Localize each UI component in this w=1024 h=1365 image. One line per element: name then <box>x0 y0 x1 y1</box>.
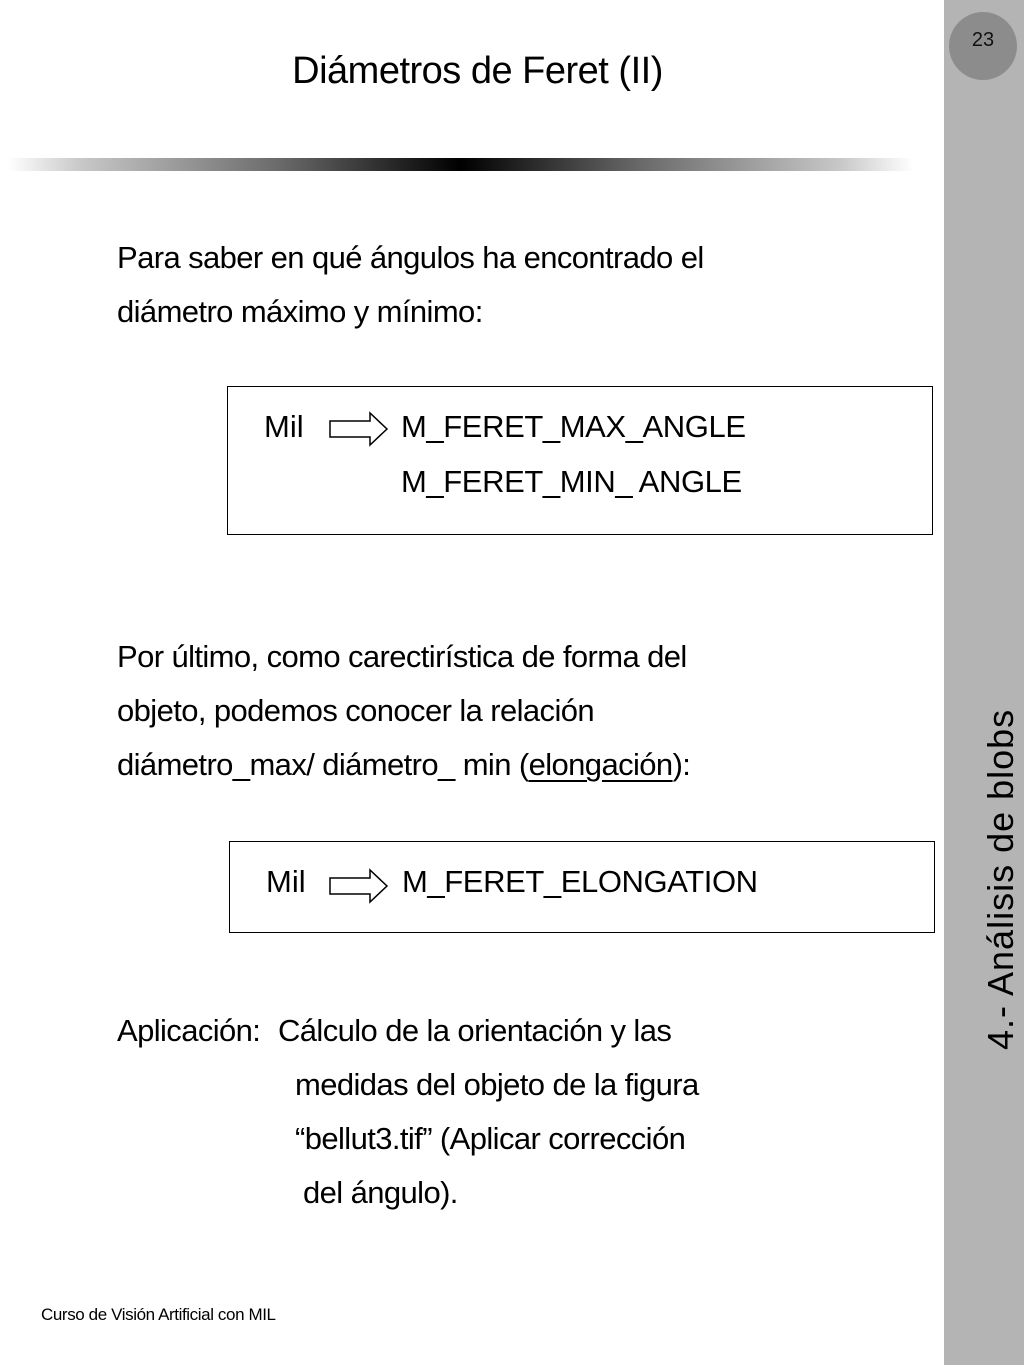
right-arrow-icon <box>329 411 389 447</box>
application-line: Cálculo de la orientación y las <box>278 1013 672 1048</box>
elongation-line <box>117 738 690 792</box>
application-line: del ángulo). <box>295 1175 458 1210</box>
feret-elongation-constant: M_FERET_ELONGATION <box>402 864 758 899</box>
application-text <box>278 1004 699 1220</box>
elongation-paragraph <box>117 630 690 792</box>
application-label: Aplicación: <box>117 1013 261 1048</box>
intro-line: diámetro máximo y mínimo: <box>117 294 483 329</box>
elongation-term: elongación <box>528 747 673 782</box>
elongation-code-box <box>229 841 935 933</box>
feret-min-angle-constant: M_FERET_MIN_ ANGLE <box>401 464 742 499</box>
intro-line: Para saber en qué ángulos ha encontrado el <box>117 240 704 275</box>
slide-title: Diámetros de Feret (II) <box>292 50 663 92</box>
side-bar <box>944 0 1024 1365</box>
intro-paragraph <box>117 231 704 339</box>
application-line: “bellut3.tif” (Aplicar corrección <box>295 1121 686 1156</box>
elongation-line-suffix: ): <box>672 747 691 782</box>
angle-code-box <box>227 386 933 535</box>
application-line: medidas del objeto de la figura <box>295 1067 699 1102</box>
right-arrow-icon <box>329 868 389 904</box>
title-divider <box>8 158 913 171</box>
mil-label: Mil <box>264 409 304 444</box>
elongation-line: Por último, como carectirística de forma del <box>117 639 687 674</box>
section-label: 4.- Análisis de blobs <box>980 708 1021 1050</box>
feret-max-angle-constant: M_FERET_MAX_ANGLE <box>401 409 746 444</box>
page-number-badge: 23 <box>949 12 1017 80</box>
elongation-line: objeto, podemos conocer la relación <box>117 693 595 728</box>
mil-label: Mil <box>266 864 306 899</box>
application-paragraph <box>117 1004 260 1058</box>
elongation-line-prefix: diámetro_max/ diámetro_ min ( <box>117 747 529 782</box>
footer-course-name: Curso de Visión Artificial con MIL <box>41 1305 276 1324</box>
